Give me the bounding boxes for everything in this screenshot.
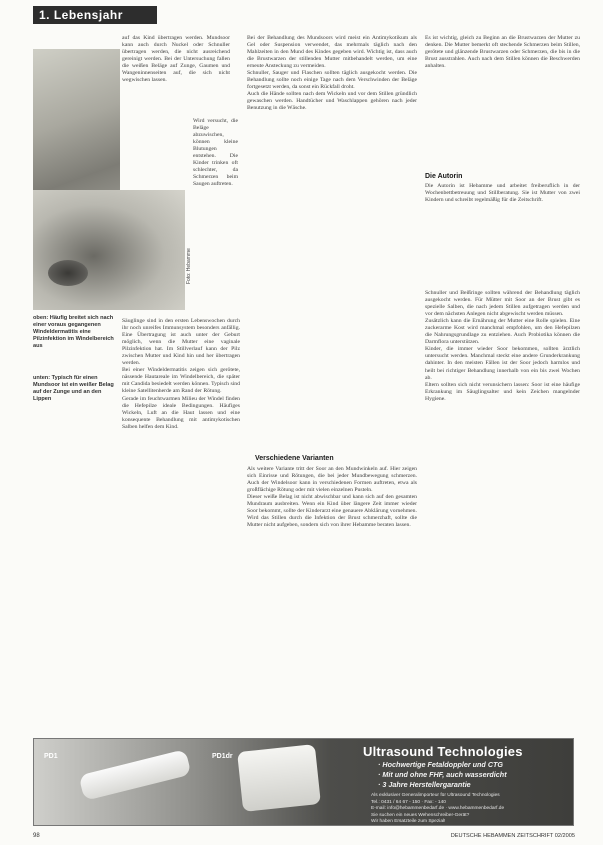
ad-bullet: · Hochwertige Fetaldoppler und CTG bbox=[378, 760, 503, 769]
ad-fine-print: Sie suchen ein neues Wehenschreiber-Gerät? bbox=[371, 813, 470, 818]
infant-mouth-photo bbox=[33, 190, 185, 310]
ad-contact-link[interactable]: E-mail: info@hebammenbedarf.de · www.hebammenbedarf.de bbox=[371, 806, 505, 811]
column-a-narrow bbox=[193, 118, 238, 318]
photo-credit: Foto: Hebamme bbox=[186, 248, 192, 284]
ad-bullet: · Mit und ohne FHF, auch wasserdicht bbox=[378, 770, 507, 779]
paragraph: Es ist wichtig, gleich zu Beginn an die Brustwarzen der Mutter zu denken. Die Mutter bemerkt oft stechende Schmerzen beim Stillen, gerötete und glänzende Brustwarzen oder Schmerzen, die bis in die Brust ausstrahlen. Auch nach dem Stillen können die Beschwerden anhalten. bbox=[425, 35, 580, 70]
paragraph: Dieser weiße Belag ist nicht abwischbar und kann sich auf den gesamten Mundraum ausbreiten. Wenn ein Kind über längere Zeit immer wieder Soor bekommt, sollte der Kinderarzt eine genauere Abklärung vornehmen. bbox=[247, 494, 417, 515]
paragraph: Kinder, die immer wieder Soor bekommen, sollten ärztlich untersucht werden. Manchmal steckt eine andere Grunderkrankung dahinter. In den meisten Fällen ist der Soor jedoch harmlos und heilt bei richtiger Behandlung innerhalb von ein bis zwei Wochen ab. bbox=[425, 346, 580, 381]
paragraph: Als weitere Variante tritt der Soor an den Mundwinkeln auf. Hier zeigen sich Einrisse und Rötungen, die bei jeder Mundbewegung schmerzen. Auch der Windelsoor kann in verschiedenen Formen auftreten, etwa als großflächige Rötung oder mit vielen einzelnen Pusteln. bbox=[247, 466, 417, 494]
paragraph: Gerade im feuchtwarmen Milieu der Windel finden die Hefepilze ideale Bedingungen. Häufiges Wickeln, Luft an die Haut lassen und eine konsequente Behandlung mit antimykotischen Salben helfen dem Kind. bbox=[122, 395, 240, 430]
ad-product-label-pd1: PD1 bbox=[44, 753, 58, 760]
ad-fine-print: Tel.: 0431 / 64 67 - 150 · Fax: - 140 bbox=[371, 800, 446, 805]
paragraph: Wird das Stillen durch die Infektion der Brust schmerzhaft, sollte die Mutter nicht aufgeben, sondern sich von ihrer Hebamme beraten lassen. bbox=[247, 515, 417, 529]
publication-name: DEUTSCHE HEBAMMEN ZEITSCHRIFT 02/2005 bbox=[450, 833, 575, 839]
paragraph: Auch die Hände sollten nach dem Wickeln und vor dem Stillen gründlich gewaschen werden. Handtücher und Waschlappen gehören nach jeder Benutzung in die Wäsche. bbox=[247, 91, 417, 112]
paragraph: Schnuller und Beißringe sollten während der Behandlung täglich ausgekocht werden. Für Mütter mit Soor an der Brust gibt es spezielle Salben, die nach jedem Stillen aufgetragen werden und vor dem nächsten Anlegen nicht abgewischt werden müssen. bbox=[425, 290, 580, 318]
column-a-bottom bbox=[122, 318, 240, 798]
author-bio bbox=[425, 183, 580, 283]
ad-fine-print: Wir haben Ersatzteile zum Spezial! bbox=[371, 819, 446, 824]
caption-bottom: unten: Typisch für einen Mundsoor ist ein weißer Belag auf der Zunge und an den Lippen bbox=[33, 375, 114, 402]
paragraph: Säuglinge sind in den ersten Lebenswochen durch ihr noch unreifes Immunsystem besonders anfällig. Eine Übertragung ist auch unter der Geburt möglich, wenn die Mutter eine vaginale Pilzinfektion hat. Im Stillverlauf kann der Pilz zwischen Mutter und Kind hin und her übertragen werden. bbox=[122, 318, 240, 367]
paragraph: Die Autorin ist Hebamme und arbeitet freiberuflich in der Wochenbettbetreuung und Stillberatung. Sie ist Mutter von zwei Kindern und schreibt regelmäßig für die Zeitschrift. bbox=[425, 183, 580, 204]
paragraph: auf das Kind übertragen werden. Mundsoor kann auch durch Nuckel oder Schnuller übertragen werden, die nicht ausreichend gereinigt werden. Bei der Untersuchung fallen die weißen Beläge auf Zunge, Gaumen und Wangeninnenseiten auf, die sich nicht wegwischen lassen. bbox=[122, 35, 230, 84]
paragraph: Eltern sollten sich nicht verunsichern lassen: Soor ist eine häufige Erkrankung im Säuglingsalter und kein Zeichen mangelnder Hygiene. bbox=[425, 381, 580, 402]
ad-bullet: · 3 Jahre Herstellergarantie bbox=[378, 780, 471, 789]
caption-top: oben: Häufig breitet sich nach einer voraus gegangenen Windeldermatitis eine Pilzinfektion im Windelbereich aus bbox=[33, 315, 114, 349]
column-c-bottom bbox=[425, 290, 580, 796]
column-c-top bbox=[425, 35, 580, 165]
doppler-display-device-image bbox=[237, 744, 321, 812]
ad-product-label-pd1dr: PD1dr bbox=[212, 753, 233, 760]
section-header: 1. Lebensjahr bbox=[33, 6, 157, 24]
subheading-variants: Verschiedene Varianten bbox=[255, 455, 334, 462]
infant-mouth-detail bbox=[48, 260, 88, 286]
paragraph: Bei einer Windeldermatitis zeigen sich gerötete, nässende Hautareale im Windelbereich, die später mit Candida besiedelt werden können. Typisch sind kleine Satellitenherde am Rand der Rötung. bbox=[122, 367, 240, 395]
ad-title: Ultrasound Technologies bbox=[363, 744, 523, 759]
paragraph: Bei der Behandlung des Mundsoors wird meist ein Antimykotikum als Gel oder Suspension verwendet, das mehrmals täglich nach den Mahlzeiten in den Mund des Kindes gegeben wird. Wichtig ist, dass auch die Brustwarzen der stillenden Mutter mitbehandelt werden, um eine erneute Ansteckung zu vermeiden. bbox=[247, 35, 417, 70]
paragraph: Wird versucht, die Beläge abzuwischen, können kleine Blutungen entstehen. Die Kinder trinken oft schlechter, da Schmerzen beim Saugen auftreten. bbox=[193, 118, 238, 188]
paragraph: Zusätzlich kann die Ernährung der Mutter eine Rolle spielen. Eine zuckerarme Kost wird manchmal empfohlen, um den Hefepilzen die Nahrungsgrundlage zu entziehen. Auch Probiotika können die Darmflora unterstützen. bbox=[425, 318, 580, 346]
subheading-author: Die Autorin bbox=[425, 173, 463, 180]
column-b-top bbox=[247, 35, 417, 455]
ad-fine-print: Als exklusiver Generalimporteur für Ultrasound Technologies bbox=[371, 793, 500, 798]
paragraph: Schnuller, Sauger und Flaschen sollten täglich ausgekocht werden. Die Behandlung sollte noch einige Tage nach dem Verschwinden der Beläge fortgesetzt werden, da sonst ein Rückfall droht. bbox=[247, 70, 417, 91]
page-number: 98 bbox=[33, 833, 40, 839]
